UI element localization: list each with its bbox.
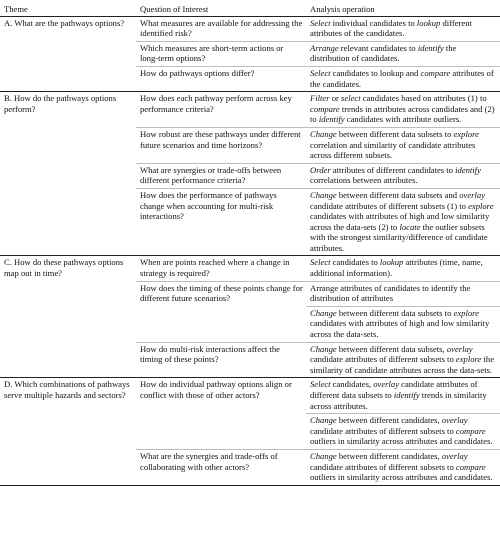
operation-text: between different data subsets, — [336, 343, 447, 354]
operation-text: trends in similarity across attributes. — [310, 390, 487, 411]
operation-verb: explore — [453, 128, 479, 139]
operation-text: correlation and similarity of candidate attributes across different subsets. — [310, 139, 476, 161]
theme-cell: D. Which combinations of pathways serve multiple hazards and sectors? — [0, 378, 136, 485]
operation-text: candidates to lookup and — [330, 67, 421, 78]
operation-text: outliers in similarity across attributes and candidates. — [310, 436, 493, 447]
operation-text: the distribution of candidates. — [310, 42, 457, 64]
header-question: Question of Interest — [136, 4, 306, 17]
operation-verb: Change — [310, 450, 337, 461]
operation-text: candidate attributes of different subsets to — [310, 461, 456, 472]
theme-cell: C. How do these pathways options map out in time? — [0, 256, 136, 378]
question-cell: When are points reached where a change in strategy is required? — [136, 256, 306, 281]
operation-verb: Change — [310, 415, 337, 426]
operation-verb: overlay — [459, 189, 486, 200]
operation-verb: identify — [393, 390, 420, 400]
operation-text: candidates with attribute outliers. — [344, 114, 462, 125]
operation-text: relevant candidates to — [338, 42, 418, 53]
operation-verb: locate — [399, 221, 421, 232]
operation-text: attributes (time, name, additional information). — [310, 257, 483, 279]
operation-text: outliers in similarity across attributes and candidates. — [310, 472, 493, 483]
operation-verb: Order — [310, 164, 331, 175]
operation-text: candidates to — [330, 257, 380, 268]
analysis-cell — [306, 256, 500, 281]
table-row — [0, 256, 500, 281]
analysis-cell — [306, 66, 500, 91]
question-cell: Which measures are short-term actions or long-term options? — [136, 41, 306, 66]
operation-text: attributes of the candidates. — [310, 67, 494, 89]
operation-text: the outlier subsets with the strongest similarity/difference of candidate attributes. — [310, 221, 488, 253]
header-analysis: Analysis operation — [306, 4, 500, 17]
analysis-cell — [306, 414, 500, 450]
analysis-cell — [306, 163, 500, 188]
operation-text: Arrange attributes of candidates to identify the distribution of attributes — [310, 282, 471, 304]
table-header — [0, 4, 500, 17]
theme-cell: A. What are the pathways options? — [0, 16, 136, 92]
operation-verb: explore — [468, 200, 494, 211]
operation-text: between different data subsets to — [336, 307, 454, 318]
analysis-cell — [306, 449, 500, 485]
operation-verb: identify — [318, 114, 345, 125]
question-cell: How does the performance of pathways change when accounting for multi-risk interactions? — [136, 188, 306, 256]
operation-verb: explore — [453, 307, 479, 318]
operation-verb: Select — [310, 67, 331, 78]
analysis-cell — [306, 188, 500, 256]
question-cell: How robust are these pathways under different future scenarios and time horizons? — [136, 127, 306, 163]
operation-text: or — [329, 93, 342, 104]
question-cell: What are the synergies and trade-offs of collaborating with other actors? — [136, 449, 306, 485]
operation-verb: Change — [310, 307, 337, 318]
operation-text: individual candidates to — [330, 17, 417, 28]
operation-verb: compare — [420, 67, 451, 78]
operation-verb: compare — [310, 103, 340, 114]
operation-verb: Filter — [310, 93, 330, 104]
operation-text: correlations between attributes. — [310, 175, 418, 186]
question-cell: How does the timing of these points change for different future scenarios? — [136, 281, 306, 342]
operation-verb: overlay — [441, 450, 468, 461]
analysis-cell — [306, 92, 500, 128]
analysis-table — [0, 3, 500, 486]
operation-verb: Arrange — [310, 42, 339, 53]
analysis-cell — [306, 342, 500, 378]
analysis-cell — [306, 306, 500, 342]
operation-verb: explore — [455, 354, 482, 365]
operation-verb: compare — [455, 461, 486, 472]
question-cell: How does each pathway perform across key performance criteria? — [136, 92, 306, 128]
operation-text: candidates based on attributes (1) to — [360, 93, 487, 104]
operation-text: candidate attributes of different subsets (1) to — [310, 200, 469, 211]
operation-verb: overlay — [441, 415, 468, 426]
operation-verb: Select — [310, 379, 331, 390]
operation-text: between different candidates, — [336, 450, 442, 461]
operation-verb: Change — [310, 189, 337, 200]
operation-text: candidate attributes of different data subsets to — [310, 379, 478, 400]
table-row — [0, 92, 500, 128]
analysis-cell — [306, 281, 500, 306]
table-row — [0, 378, 500, 414]
question-cell: How do individual pathway options align or conflict with those of other actors? — [136, 378, 306, 450]
question-cell: What are synergies or trade-offs between different performance criteria? — [136, 163, 306, 188]
operation-text: the similarity of candidate attributes across the data-sets. — [310, 354, 495, 375]
operation-verb: lookup — [379, 257, 404, 268]
operation-text: candidates, — [330, 379, 374, 390]
analysis-cell — [306, 16, 500, 41]
table-body — [0, 16, 500, 485]
operation-verb: compare — [455, 425, 486, 436]
operation-text: trends in attributes across candidates and (2) to — [310, 103, 495, 125]
theme-cell: B. How do the pathways options perform? — [0, 92, 136, 256]
operation-verb: identify — [455, 164, 481, 175]
operation-text: candidates with attributes of high and low similarity across the data-sets (2) to — [310, 211, 490, 232]
operation-verb: Change — [310, 128, 337, 139]
analysis-cell — [306, 378, 500, 414]
operation-text: candidates with attributes of high and low similarity across the data-sets. — [310, 318, 490, 340]
operation-text: candidate attributes of different subsets to — [310, 354, 456, 365]
operation-text: different attributes of the candidates. — [310, 17, 472, 39]
analysis-cell — [306, 127, 500, 163]
operation-verb: overlay — [446, 343, 473, 354]
table-row — [0, 16, 500, 41]
question-cell: How do pathways options differ? — [136, 66, 306, 91]
analysis-cell — [306, 41, 500, 66]
operation-text: between different candidates, — [336, 415, 442, 426]
operation-verb: Select — [310, 257, 331, 268]
operation-text: candidate attributes of different subsets to — [310, 425, 456, 436]
question-cell: How do multi-risk interactions affect the timing of these points? — [136, 342, 306, 378]
operation-text: between different data subsets to — [336, 128, 454, 139]
operation-verb: lookup — [416, 17, 441, 28]
header-theme: Theme — [0, 4, 136, 17]
operation-verb: overlay — [373, 379, 400, 390]
operation-verb: select — [341, 93, 361, 104]
operation-text: attributes of different candidates to — [330, 164, 456, 175]
operation-verb: identify — [417, 42, 444, 53]
operation-text: between different data subsets and — [336, 189, 460, 200]
operation-verb: Change — [310, 343, 337, 354]
operation-verb: Select — [310, 17, 331, 28]
question-cell: What measures are available for addressing the identified risk? — [136, 16, 306, 41]
